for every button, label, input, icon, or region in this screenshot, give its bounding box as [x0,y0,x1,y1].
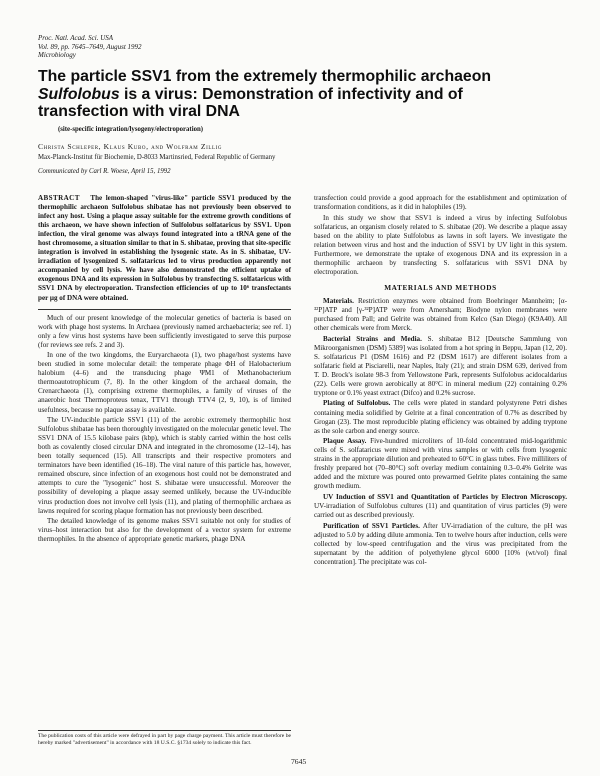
publication-footnote: The publication costs of this article were defrayed in part by page charge payment. This article must therefore be hereby marked "advertisement" in accordance with 18 U.S.C. §1734 solely to indicate this fact. [38,730,291,746]
methods-heading: MATERIALS AND METHODS [384,282,497,292]
authors: Christa Schleper, Klaus Kubo, and Wolfram Zillig [38,142,223,151]
section-text: Five-hundred microliters of 10-fold concentrated mid-logarithmic cells of S. solfataricus were mixed with virus samples or with cells from lysogenic strains in the appropriate dilution and preheated to 60°C in glass tubes. Five milliliters of freshly prepared hot (70–80°C) soft overlay medium containing 0.3–0.4% Gelrite was added and the mixture was poured onto prewarmed Gelrite plates containing the same growth medium. [314,437,567,491]
affiliation: Max-Planck-Institut für Biochemie, D-8033 Martinsried, Federal Republic of Germany [38,154,276,161]
methods-uv-induction [314,493,567,520]
intro-paragraph-1: Much of our present knowledge of the molecular genetics of bacteria is based on work with phage host systems. In Archaea (previously named archaebacteria; see ref. 1) only a few virus host systems have been sufficiently investigated to serve this purpose (for reviews see refs. 2 and 3). [38,313,291,349]
section-head: UV Induction of SSV1 and Quantitation of Particles by Electron Microscopy. [323,492,567,501]
intro-paragraph-5: In this study we show that SSV1 is indeed a virus by infecting Sulfolobus solfataricus, an organism closely related to S. shibatae (20). We describe a plaque assay based on the ability to plate Sulfolobus as lawns in soft layers. We investigate the relation between virus and host and the induction of SSV1 by UV light in this system. Furthermore, we demonstrate the uptake of exogenous DNA and its expression in a thermophilic archaeon by transfecting S. solfataricus with SSV1 DNA by electroporation. [314,213,567,276]
article-title [38,68,568,121]
intro-paragraph-4: The detailed knowledge of its genome makes SSV1 suitable not only for studies of virus–host interaction but also for the development of a vector system for extreme thermophiles. In the absence of appropriate genetic markers, phage DNA [38,517,291,544]
methods-plating [314,399,567,435]
journal-header [38,34,142,60]
section-head: Materials. [323,296,354,305]
section-head: Plating of Sulfolobus. [323,399,391,408]
title-line-2 [38,86,568,104]
title-line-1: The particle SSV1 from the extremely thermophilic archaeon [38,68,491,85]
journal-volume: Vol. 89, pp. 7645–7649, August 1992 [38,42,142,51]
section-text: The cells were plated in standard polystyrene Petri dishes containing media solidified by Gelrite at a final concentration of 0.7% as described by Grogan (23). The most reproducible plating efficiency was obtained by adding tryptone as the sole carbon and energy source. [314,399,567,435]
abstract-label: ABSTRACT [38,194,80,202]
methods-strains [314,335,567,398]
title-line-3: transfection with viral DNA [38,103,240,121]
communicated-by: Communicated by Carl R. Woese, April 15, 1992 [38,168,171,175]
journal-section: Microbiology [38,51,76,60]
intro-paragraph-3: The UV-inducible particle SSV1 (11) of the aerobic extremely thermophilic host Sulfolobus shibatae has been thoroughly investigated on the molecular genetic level. The SSV1 DNA of 15.5 kilobase pairs (kbp), which is stably carried within the host cells both as covalently closed circular DNA and integrated in the chromosome (12–14), has been totally sequenced (15). All transcripts and their respective promoters and terminators have been identified (16–18). The viral nature of this particle has, however, remained obscure, since infection of an exogenous host could not be demonstrated and attempts to cure the "lysogenic" host S. shibatae were unsuccessful. Moreover the possibility of developing a plaque assay seemed unlikely, because the UV-inducible virus production does not involve cell lysis (11), and plating of thermophilic archaea as lawns required for scoring plaque formation has not previously been described. [38,416,291,515]
abstract-text: The lemon-shaped "virus-like" particle SSV1 produced by the thermophilic archaeon Sulfolobus shibatae has not previously been observed to infect any host. Using a plaque assay suitable for the extreme growth conditions of this archaeon, we have shown infection of Sulfolobus solfataricus by SSV1. Upon infection, the viral genome was always found integrated into a tRNA gene of the host chromosome, a situation similar to that in S. shibatae, proving that site-specific integration is involved in establishing the lysogenic state. As in S. shibatae, UV-irradiation of lysogenized S. solfataricus led to virus production apparently not accompanied by cell lysis. We have also demonstrated the efficient uptake of exogenous DNA and its expression in Sulfolobus by transfecting S. solfataricus with SSV1 DNA by electroporation. Transfection efficiencies of up to 10⁶ transfectants per µg of DNA were obtained. [38,194,291,302]
title-species: Sulfolobus [38,85,120,103]
keywords: (site-specific integration/lysogeny/electroporation) [58,126,204,133]
section-head: Plaque Assay. [323,437,367,446]
page-number: 7645 [291,757,307,766]
section-head: Purification of SSV1 Particles. [323,521,420,530]
intro-paragraph-2: In one of the two kingdoms, the Euryarchaeota (1), two phage/host systems have been studied in some molecular detail: the temperate phage ΦH of Halobacterium halobium (4–6) and the transducing phage ΨM1 of Methanobacterium thermoautotrophicum (7, 8). In the other kingdom of the archaeal domain, the Crenarchaeota (1), comprising extreme thermophiles, a family of viruses of the anaerobic host Thermoproteus tenax, TTV1 through TTV4 (2, 9, 10), is of limited usefulness, because no plaque assay is available. [38,351,291,414]
section-text: Restriction enzymes were obtained from Boehringer Mannheim; [α-³²P]ATP and [γ-³²P]ATP were from Amersham; Biodyne nylon membranes were purchased from Pall; and Gelrite was obtained from Kelco (San Diego) (K9A40). All other chemicals were from Merck. [314,296,567,333]
right-column [314,194,567,568]
title-line-2-rest: is a virus: Demonstration of infectivity and of [119,85,463,103]
methods-purification [314,522,567,567]
section-head: Bacterial Strains and Media. [323,334,422,343]
section-text: UV-irradiation of Sulfolobus cultures (11) and quantitation of virus particles (9) were carried out as described previously. [314,502,567,520]
abstract [38,194,291,303]
section-text: S. shibatae B12 [Deutsche Sammlung von Mikroorganismen (DSM) 5389] was isolated from a hot spring in Beppu, Japan (12, 20). S. solfataricus P1 (DSM 1616) and P2 (DSM 1617) are different isolates from a solfataric field at Pisciarelli, near Naples, Italy (21); and strain DSM 639, derived from T. D. Brock's isolate 98-3 from Yellowstone Park, represents Sulfolobus acidocaldarius (22). Cells were grown aerobically at 80°C in mineral medium (22) containing 0.2% tryptone or 0.1% yeast extract (Difco) and 0.2% sucrose. [314,334,567,397]
left-column [38,194,291,546]
abstract-divider [38,309,291,310]
journal-name: Proc. Natl. Acad. Sci. USA [38,34,114,42]
section-text: After UV-irradiation of the culture, the pH was adjusted to 5.0 by adding dilute ammonia. Ten to twelve hours after induction, cells were collected by low-speed centrifugation and the virus was precipitated from the supernatant by the addition of polyethylene glycol 6000 [10% (wt/vol) final concentration]. The precipitate was col- [314,521,567,566]
intro-continued: transfection could provide a good approach for the establishment and optimization of transformation conditions, as it did in halophiles (19). [314,194,567,212]
methods-plaque-assay [314,437,567,491]
methods-materials [314,297,567,333]
